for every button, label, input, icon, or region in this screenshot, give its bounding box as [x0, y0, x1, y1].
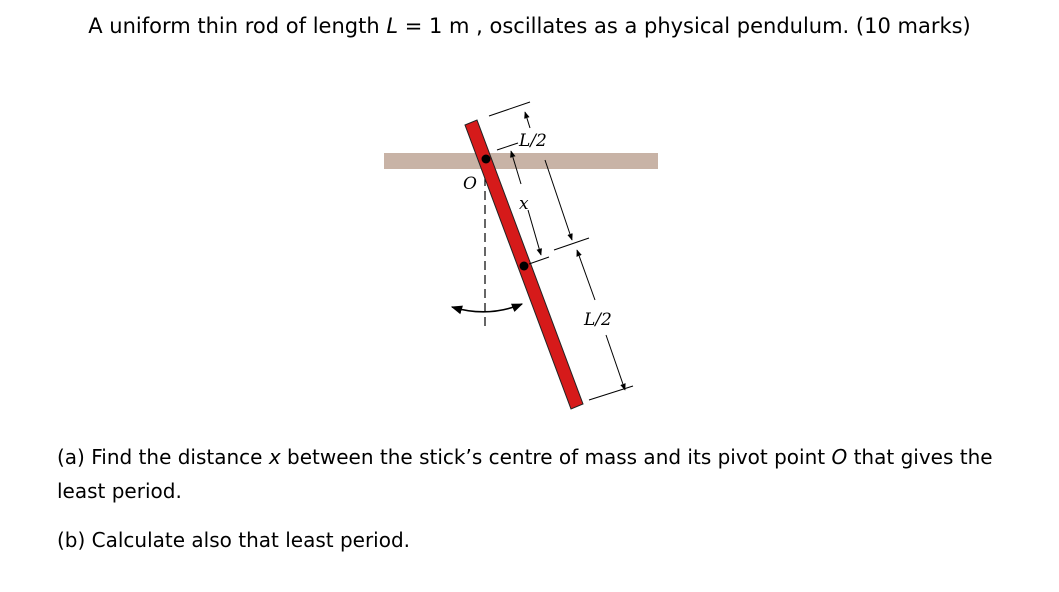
ceiling-support	[384, 153, 658, 169]
question-a-text-3: that gives the least period.	[57, 445, 993, 503]
title-length-symbol: L	[386, 14, 399, 38]
question-a-pivot-symbol: O	[831, 445, 848, 469]
top-half-label: L/2	[519, 131, 547, 151]
question-a-text-1: (a) Find the distance	[57, 445, 269, 469]
question-b: (b) Calculate also that least period.	[57, 528, 411, 552]
top-half-extension-top	[489, 102, 530, 116]
x-extension-bottom	[529, 257, 549, 264]
question-a-x-symbol: x	[268, 445, 281, 469]
title-text-1: A uniform thin rod of length	[88, 14, 387, 38]
pivot-point	[482, 155, 491, 164]
bottom-half-extension	[589, 386, 633, 400]
top-half-dimension-lower	[545, 160, 572, 240]
pivot-label: O	[463, 174, 477, 194]
swing-arrow	[452, 304, 522, 312]
title-text-2: = 1 m , oscillates as a physical pendulum. (10 marks)	[398, 14, 971, 38]
x-extension-top	[497, 143, 518, 150]
question-a-text-2: between the stick’s centre of mass and its pivot point	[280, 445, 832, 469]
bottom-half-dimension-lower	[606, 335, 625, 390]
x-dimension-lower	[528, 210, 541, 255]
x-label: x	[519, 194, 529, 214]
bottom-half-dimension-upper	[577, 250, 595, 300]
center-of-mass-point	[520, 262, 529, 271]
question-a	[57, 440, 1007, 508]
bottom-half-label: L/2	[584, 310, 612, 330]
top-half-dimension-upper	[525, 112, 530, 128]
